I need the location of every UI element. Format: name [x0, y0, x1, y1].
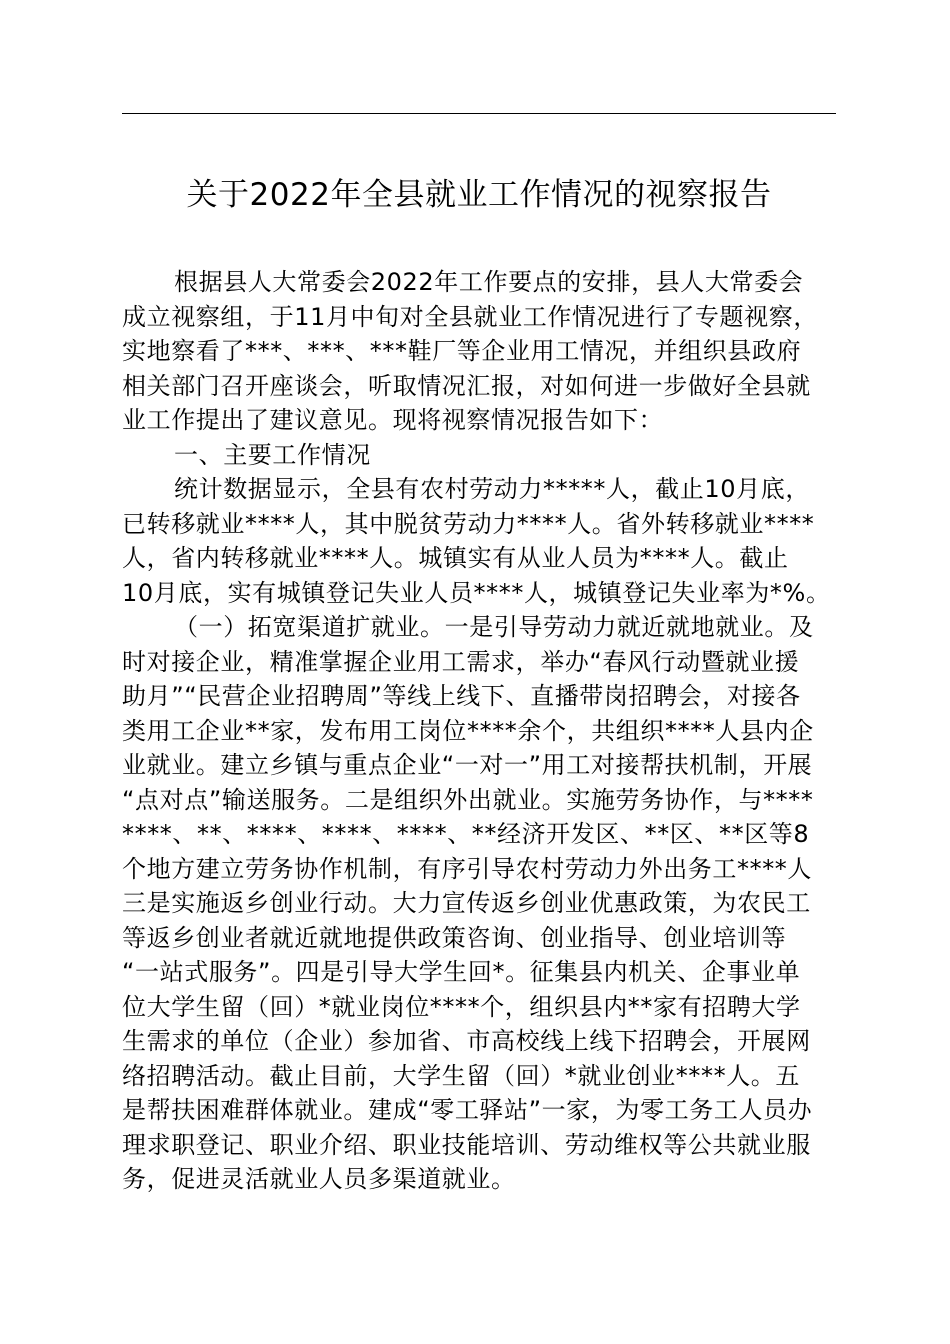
header-rule	[122, 113, 836, 114]
paragraph-line: 成立视察组，于11月中旬对全县就业工作情况进行了专题视察，	[122, 302, 818, 331]
section-heading: 一、主要工作情况	[174, 440, 371, 469]
paragraph-line: （一）拓宽渠道扩就业。一是引导劳动力就近就地就业。及	[174, 613, 814, 641]
paragraph-line: 类用工企业**家，发布用工岗位****余个，共组织****人县内企	[122, 716, 814, 745]
paragraph-line: 络招聘活动。截止目前，大学生留（回）*就业创业****人。五	[122, 1061, 800, 1090]
paragraph-line: 是帮扶困难群体就业。建成“零工驿站”一家，为零工务工人员办	[122, 1096, 813, 1124]
paragraph-line: 时对接企业，精准掌握企业用工需求，举办“春风行动暨就业援	[122, 647, 800, 676]
paragraph-line: 人，省内转移就业****人。城镇实有从业人员为****人。截止	[122, 544, 789, 572]
paragraph-line: “一站式服务”。四是引导大学生回*。征集县内机关、企事业单	[122, 958, 801, 986]
paragraph-line: 位大学生留（回）*就业岗位****个，组织县内**家有招聘大学	[122, 992, 801, 1021]
document-title: 关于2022年全县就业工作情况的视察报告	[186, 177, 772, 213]
paragraph-line: 已转移就业****人，其中脱贫劳动力****人。省外转移就业****	[122, 509, 815, 538]
paragraph-line: 生需求的单位（企业）参加省、市高校线上线下招聘会，开展网	[122, 1027, 811, 1055]
paragraph-line: 三是实施返乡创业行动。大力宣传返乡创业优惠政策，为农民工	[122, 889, 811, 917]
paragraph-line: 10月底，实有城镇登记失业人员****人，城镇登记失业率为*%。	[122, 578, 831, 607]
paragraph-line: 个地方建立劳务协作机制，有序引导农村劳动力外出务工****人	[122, 854, 812, 883]
paragraph-line: ****、**、****、****、****、**经济开发区、**区、**区等8	[122, 820, 810, 848]
paragraph-line: 等返乡创业者就近就地提供政策咨询、创业指导、创业培训等	[122, 923, 787, 952]
paragraph-line: “点对点”输送服务。二是组织外出就业。实施劳务协作，与****	[122, 785, 814, 814]
paragraph-line: 理求职登记、职业介绍、职业技能培训、劳动维权等公共就业服	[122, 1130, 811, 1159]
document-body	[122, 265, 842, 1197]
paragraph-line: 相关部门召开座谈会，听取情况汇报，对如何进一步做好全县就	[122, 371, 811, 400]
paragraph-line: 实地察看了***、***、***鞋厂等企业用工情况，并组织县政府	[122, 337, 802, 365]
paragraph-line: 业工作提出了建议意见。现将视察情况报告如下：	[122, 406, 664, 434]
paragraph-line: 统计数据显示，全县有农村劳动力*****人，截止10月底，	[174, 475, 810, 503]
paragraph-line: 助月”“民营企业招聘周”等线上线下、直播带岗招聘会，对接各	[122, 682, 801, 710]
paragraph-line: 业就业。建立乡镇与重点企业“一对一”用工对接帮扶机制，开展	[122, 751, 813, 779]
paragraph-line: 务，促进灵活就业人员多渠道就业。	[122, 1165, 516, 1193]
paragraph-line: 根据县人大常委会2022年工作要点的安排，县人大常委会	[174, 268, 804, 296]
